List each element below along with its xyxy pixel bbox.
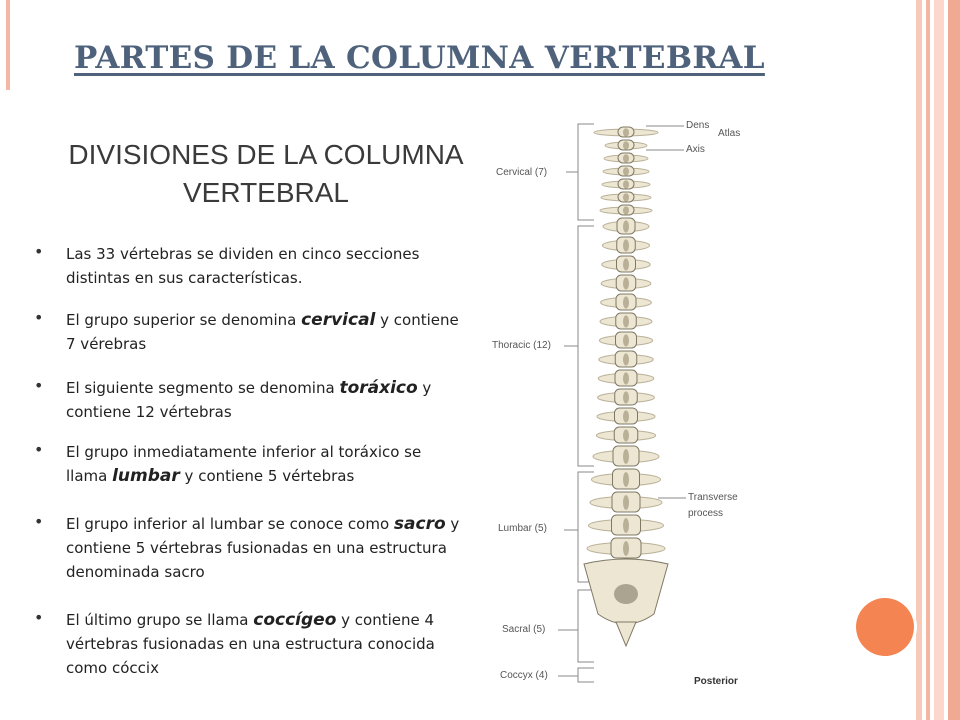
vertebra-spinous-process bbox=[623, 154, 629, 162]
vertebra-spinous-process bbox=[623, 334, 629, 346]
bullet-emphasis: cervical bbox=[301, 310, 376, 330]
sacral-canal bbox=[614, 584, 638, 604]
bullet-text: El grupo inmediatamente inferior al toráxico se llama bbox=[66, 443, 422, 485]
bullet-text: El siguiente segmento se denomina bbox=[66, 379, 340, 397]
label-dens: Dens bbox=[686, 120, 710, 131]
vertebra-spinous-process bbox=[623, 353, 629, 365]
vertebra-spinous-process bbox=[623, 518, 629, 533]
frame-stripe bbox=[934, 0, 944, 720]
vertebra-spinous-process bbox=[623, 220, 629, 232]
vertebra-spinous-process bbox=[623, 372, 629, 384]
bullet-text: El grupo inferior al lumbar se conoce como bbox=[66, 515, 394, 533]
bullet-text: y contiene 5 vértebras bbox=[179, 467, 355, 485]
vertebra-spinous-process bbox=[623, 315, 629, 327]
thoracic-bracket bbox=[578, 226, 594, 466]
bullet-item bbox=[66, 376, 466, 424]
vertebra-spinous-process bbox=[623, 206, 629, 214]
bullet-emphasis: toráxico bbox=[339, 378, 418, 398]
vertebra-spinous-process bbox=[623, 239, 629, 251]
label-process: process bbox=[688, 508, 724, 519]
vertebra-spinous-process bbox=[623, 541, 629, 556]
frame-left-stripe bbox=[6, 0, 10, 90]
bullet-text: y contiene 12 vértebras bbox=[66, 379, 432, 421]
spine-illustration bbox=[486, 112, 786, 696]
vertebra-spinous-process bbox=[623, 258, 629, 270]
vertebra-spinous-process bbox=[623, 277, 629, 289]
vertebra-spinous-process bbox=[623, 180, 629, 188]
frame-stripe bbox=[948, 0, 960, 720]
vertebra-spinous-process bbox=[623, 495, 629, 510]
bullet-emphasis: sacro bbox=[393, 514, 446, 534]
bullet-text: El grupo superior se denomina bbox=[66, 311, 302, 329]
accent-dot bbox=[856, 598, 914, 656]
bullet-item bbox=[66, 308, 466, 356]
bullet-emphasis: lumbar bbox=[112, 466, 180, 486]
label-thoracic: Thoracic (12) bbox=[492, 340, 551, 351]
label-atlas: Atlas bbox=[718, 128, 741, 139]
bullet-text: El último grupo se llama bbox=[66, 611, 254, 629]
vertebra-spinous-process bbox=[623, 472, 629, 487]
label-sacral: Sacral (5) bbox=[502, 624, 546, 635]
bullet-text: Las 33 vértebras se dividen en cinco secciones distintas en sus características. bbox=[66, 245, 420, 287]
coccyx-bracket bbox=[578, 668, 594, 682]
vertebra-spinous-process bbox=[623, 429, 629, 441]
bullet-item bbox=[66, 608, 466, 680]
bullet-text: y contiene 5 vértebras fusionadas en una estructura denominada sacro bbox=[66, 515, 460, 581]
sacral-bracket bbox=[578, 590, 594, 662]
bullet-text: y contiene 4 vértebras fusionadas en una estructura conocida como cóccix bbox=[66, 611, 435, 677]
bullet-item bbox=[66, 440, 466, 488]
bullet-text: y contiene 7 vérebras bbox=[66, 311, 459, 353]
vertebra-spinous-process bbox=[623, 193, 629, 201]
label-posterior: Posterior bbox=[694, 676, 738, 687]
panel-title bbox=[56, 136, 476, 212]
vertebra-spinous-process bbox=[623, 410, 629, 422]
cervical-bracket bbox=[578, 124, 594, 220]
spine-figure bbox=[486, 112, 786, 696]
label-coccyx: Coccyx (4) bbox=[500, 670, 548, 681]
label-axis: Axis bbox=[686, 144, 705, 155]
frame-stripe bbox=[916, 0, 922, 720]
label-lumbar: Lumbar (5) bbox=[498, 523, 547, 534]
panel-title-line: VERTEBRAL bbox=[183, 177, 349, 208]
vertebra-spinous-process bbox=[623, 141, 629, 149]
bullet-item bbox=[66, 242, 466, 290]
panel-title-line: DIVISIONES DE LA COLUMNA bbox=[68, 139, 464, 170]
frame-stripe bbox=[926, 0, 930, 720]
bullet-item bbox=[66, 512, 466, 584]
bullet-emphasis: coccígeo bbox=[253, 610, 337, 630]
vertebra-spinous-process bbox=[623, 391, 629, 403]
vertebra-spinous-process bbox=[623, 449, 629, 464]
coccyx bbox=[616, 622, 636, 646]
slide-title: PARTES DE LA COLUMNA VERTEBRAL bbox=[74, 40, 765, 76]
label-cervical: Cervical (7) bbox=[496, 167, 548, 178]
vertebra-spinous-process bbox=[623, 296, 629, 308]
vertebra-spinous-process bbox=[623, 128, 629, 136]
frame-right-stripes bbox=[916, 0, 960, 720]
label-transverse: Transverse bbox=[688, 492, 738, 503]
vertebra-spinous-process bbox=[623, 167, 629, 175]
